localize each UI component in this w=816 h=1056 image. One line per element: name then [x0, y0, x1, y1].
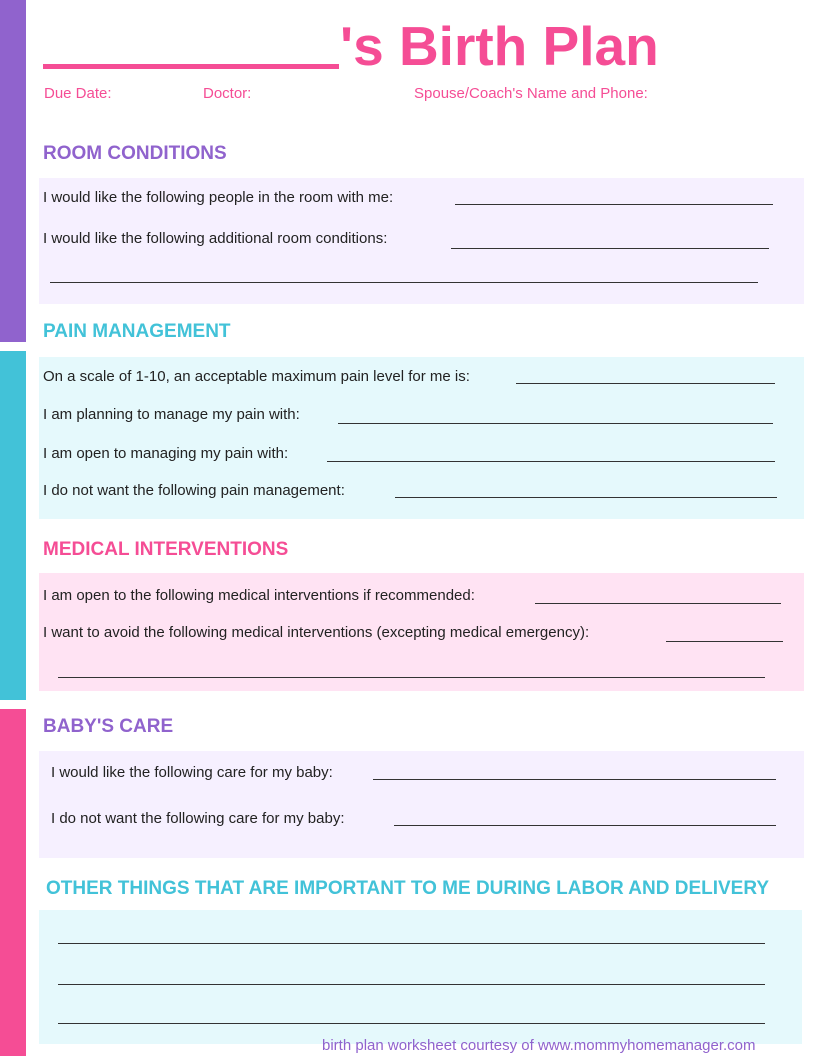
babys-care-panel — [39, 751, 804, 858]
section-title-medical-interventions: MEDICAL INTERVENTIONS — [43, 539, 289, 560]
room-extra-input-line[interactable] — [50, 282, 758, 283]
room-conditions-input-line[interactable] — [451, 248, 769, 249]
sidebar-stripe-pink — [0, 709, 26, 1056]
room-people-label: I would like the following people in the room with me: — [43, 189, 394, 206]
pain-open-input-line[interactable] — [327, 461, 775, 462]
room-people-input-line[interactable] — [455, 204, 773, 205]
other-input-line-3[interactable] — [58, 1023, 765, 1024]
room-conditions-panel — [39, 178, 804, 304]
footer-credit: birth plan worksheet courtesy of www.mommyhomemanager.com — [322, 1037, 756, 1054]
section-title-other-important: OTHER THINGS THAT ARE IMPORTANT TO ME DURING LABOR AND DELIVERY — [46, 878, 770, 899]
baby-care-avoid-input-line[interactable] — [394, 825, 776, 826]
interventions-open-input-line[interactable] — [535, 603, 781, 604]
baby-care-avoid-label: I do not want the following care for my baby: — [51, 810, 345, 827]
sidebar-stripe-cyan — [0, 351, 26, 700]
interventions-avoid-input-line[interactable] — [666, 641, 783, 642]
room-conditions-label: I would like the following additional room conditions: — [43, 230, 388, 247]
medical-interventions-panel — [39, 573, 804, 691]
sidebar-stripe-purple — [0, 0, 26, 342]
pain-open-label: I am open to managing my pain with: — [43, 445, 289, 462]
other-important-panel — [39, 910, 802, 1044]
section-title-pain-management: PAIN MANAGEMENT — [43, 321, 231, 342]
pain-scale-input-line[interactable] — [516, 383, 775, 384]
section-title-room-conditions: ROOM CONDITIONS — [43, 143, 227, 164]
doctor-label: Doctor: — [203, 85, 252, 102]
other-input-line-2[interactable] — [58, 984, 765, 985]
pain-avoid-input-line[interactable] — [395, 497, 777, 498]
spouse-coach-label: Spouse/Coach's Name and Phone: — [414, 85, 648, 102]
interventions-extra-input-line[interactable] — [58, 677, 765, 678]
name-blank-line[interactable] — [43, 64, 339, 69]
pain-scale-label: On a scale of 1-10, an acceptable maximum pain level for me is: — [43, 368, 470, 385]
baby-care-wanted-label: I would like the following care for my baby: — [51, 764, 333, 781]
other-input-line-1[interactable] — [58, 943, 765, 944]
section-title-babys-care: BABY'S CARE — [43, 716, 174, 737]
page-title: 's Birth Plan — [340, 15, 659, 77]
pain-avoid-label: I do not want the following pain management: — [43, 482, 345, 499]
pain-plan-input-line[interactable] — [338, 423, 773, 424]
baby-care-wanted-input-line[interactable] — [373, 779, 776, 780]
due-date-label: Due Date: — [44, 85, 112, 102]
pain-management-panel — [39, 357, 804, 519]
pain-plan-label: I am planning to manage my pain with: — [43, 406, 300, 423]
interventions-open-label: I am open to the following medical interventions if recommended: — [43, 587, 475, 604]
interventions-avoid-label: I want to avoid the following medical interventions (excepting medical emergency): — [43, 624, 590, 641]
